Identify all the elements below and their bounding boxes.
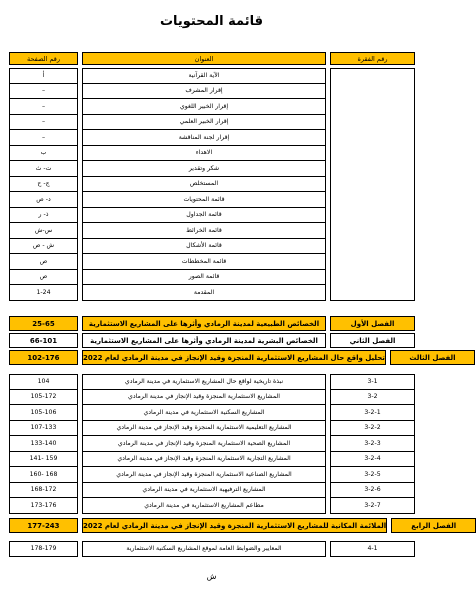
table-row-title: المشاريع الصناعية الاستثمارية المنجزة وقيد الإنجاز في مدينة الرمادي (82, 467, 326, 483)
header-title-col: العنوان (82, 52, 326, 65)
list-item-page: – (9, 130, 78, 146)
chapter-4-pages (9, 541, 78, 557)
table-row-page: 141- 159 (9, 452, 78, 468)
list-item-page: – (9, 115, 78, 131)
table-row-page: 168-172 (9, 483, 78, 499)
table-row-page: 160- 168 (9, 467, 78, 483)
table-row-title: المشاريع الصحية الاستثمارية المنجزة وقيد الإنجاز في مدينة الرمادي (82, 436, 326, 452)
chapter-4-sections (9, 541, 415, 557)
page-number: ش (206, 572, 217, 581)
front-matter-pages (9, 68, 78, 301)
chapter-4-row (9, 518, 457, 533)
chapter-3-sections (9, 374, 415, 514)
list-item-page: ص (9, 270, 78, 286)
list-item-title: المقدمة (82, 285, 326, 301)
list-item-page: س-ش (9, 223, 78, 239)
table-row-para: 3-2-4 (330, 452, 415, 468)
header-page-col: رقم الصفحة (9, 52, 78, 65)
list-item-title: قائمة الخرائط (82, 223, 326, 239)
chapter-4-title: الملائمة المكانية للمشاريع الاستثمارية المنجزة وقيد الإنجاز في مدينة الرمادي لعام 2022 (82, 518, 387, 533)
chapter-3-paras (330, 374, 415, 514)
front-matter-para-column (330, 68, 415, 301)
list-item-page: ش - ص (9, 239, 78, 255)
list-item-title: الاهداء (82, 146, 326, 162)
table-row-title: المشاريع التعليمية الاستثمارية المنجزة وقيد الإنجاز في مدينة الرمادي (82, 421, 326, 437)
table-row-para: 3-2-1 (330, 405, 415, 421)
table-row-title: المشاريع الترفيهية الاستثمارية في مدينة الرمادي (82, 483, 326, 499)
list-item-page: ص (9, 254, 78, 270)
list-item-title: إقرار لجنة المناقشة (82, 130, 326, 146)
list-item-title: المستخلص (82, 177, 326, 193)
table-header (9, 52, 415, 65)
table-row-title: المشاريع السكنية الاستثمارية في مدينة الرمادي (82, 405, 326, 421)
list-item-title: قائمة الأشكال (82, 239, 326, 255)
list-item-title: قائمة المخططات (82, 254, 326, 270)
chapter-1-page: 25-65 (9, 316, 78, 331)
table-row-page: 107-133 (9, 421, 78, 437)
chapter-1-row (9, 316, 415, 331)
table-row-page: 173-176 (9, 498, 78, 514)
list-item-page: ج- ح (9, 177, 78, 193)
chapter-4-page: 177-243 (9, 518, 78, 533)
table-row-title: المعايير والضوابط العامة لموقع المشاريع السكنية الاستثمارية (82, 541, 326, 557)
list-item-title: شكر وتقدير (82, 161, 326, 177)
table-row-title: المشاريع الاستثمارية المنجزة وقيد الإنجاز في مدينة الرمادي (82, 390, 326, 406)
list-item-page: ذ- ر (9, 208, 78, 224)
chapter-2-page: 66-101 (9, 333, 78, 348)
table-row-page: 133-140 (9, 436, 78, 452)
table-row-title: مطاعم المشاريع الاستثمارية في مدينة الرمادي (82, 498, 326, 514)
list-item-title: إقرار المشرف (82, 84, 326, 100)
table-row-para: 3-2 (330, 390, 415, 406)
table-row-page: 105-172 (9, 390, 78, 406)
list-item-title: إقرار الخبير العلمي (82, 115, 326, 131)
page-title: قائمة المحتويات (159, 14, 264, 29)
table-row-para: 3-2-2 (330, 421, 415, 437)
list-item-page: أ (9, 68, 78, 84)
chapter-3-page: 102-176 (9, 350, 78, 365)
table-row-para: 3-2-3 (330, 436, 415, 452)
chapter-4-label: الفصل الرابع (391, 518, 476, 533)
list-item-page: د- ص (9, 192, 78, 208)
chapter-1-title: الخصائص الطبيعية لمدينة الرمادي وأثرها على المشاريع الاستثمارية (82, 316, 326, 331)
front-matter-titles (82, 68, 326, 301)
chapter-2-label: الفصل الثاني (330, 333, 415, 348)
chapter-4-paras (330, 541, 415, 557)
list-item-page: – (9, 84, 78, 100)
table-row-para: 3-1 (330, 374, 415, 390)
table-row-para: 3-2-5 (330, 467, 415, 483)
list-item-title: إقرار الخبير اللغوي (82, 99, 326, 115)
chapter-2-row (9, 333, 415, 348)
chapter-2-title: الخصائص البشرية لمدينة الرمادي وأثرها على المشاريع الاستثمارية (82, 333, 326, 348)
table-row-page: 178-179 (9, 541, 78, 557)
list-item-page: ب (9, 146, 78, 162)
list-item-page: 1-24 (9, 285, 78, 301)
table-row-para: 3-2-7 (330, 498, 415, 514)
table-row-page: 104 (9, 374, 78, 390)
table-row-page: 105-106 (9, 405, 78, 421)
list-item-title: قائمة المحتويات (82, 192, 326, 208)
list-item-page: – (9, 99, 78, 115)
list-item-title: قائمة الصور (82, 270, 326, 286)
table-row-title: المشاريع التجارية الاستثمارية المنجزة وقيد الإنجاز في مدينة الرمادي (82, 452, 326, 468)
list-item-page: ت- ث (9, 161, 78, 177)
front-matter-block (9, 68, 415, 301)
header-para-col: رقم الفقرة (330, 52, 415, 65)
list-item-title: الآية القرآنية (82, 68, 326, 84)
table-row-para: 3-2-6 (330, 483, 415, 499)
chapter-1-label: الفصل الأول (330, 316, 415, 331)
chapter-3-titles (82, 374, 326, 514)
chapter-3-pages (9, 374, 78, 514)
list-item-title: قائمة الجداول (82, 208, 326, 224)
chapter-3-row (9, 350, 456, 365)
chapter-4-titles (82, 541, 326, 557)
table-row-para: 4-1 (330, 541, 415, 557)
chapter-3-title: تحليل واقع حال المشاريع الاستثمارية المنجزة وقيد الإنجاز في مدينة الرمادي لعام 2022 (82, 350, 386, 365)
chapter-3-label: الفصل الثالث (390, 350, 475, 365)
table-row-title: نبذة تاريخية لواقع حال المشاريع الاستثمارية في مدينة الرمادي (82, 374, 326, 390)
